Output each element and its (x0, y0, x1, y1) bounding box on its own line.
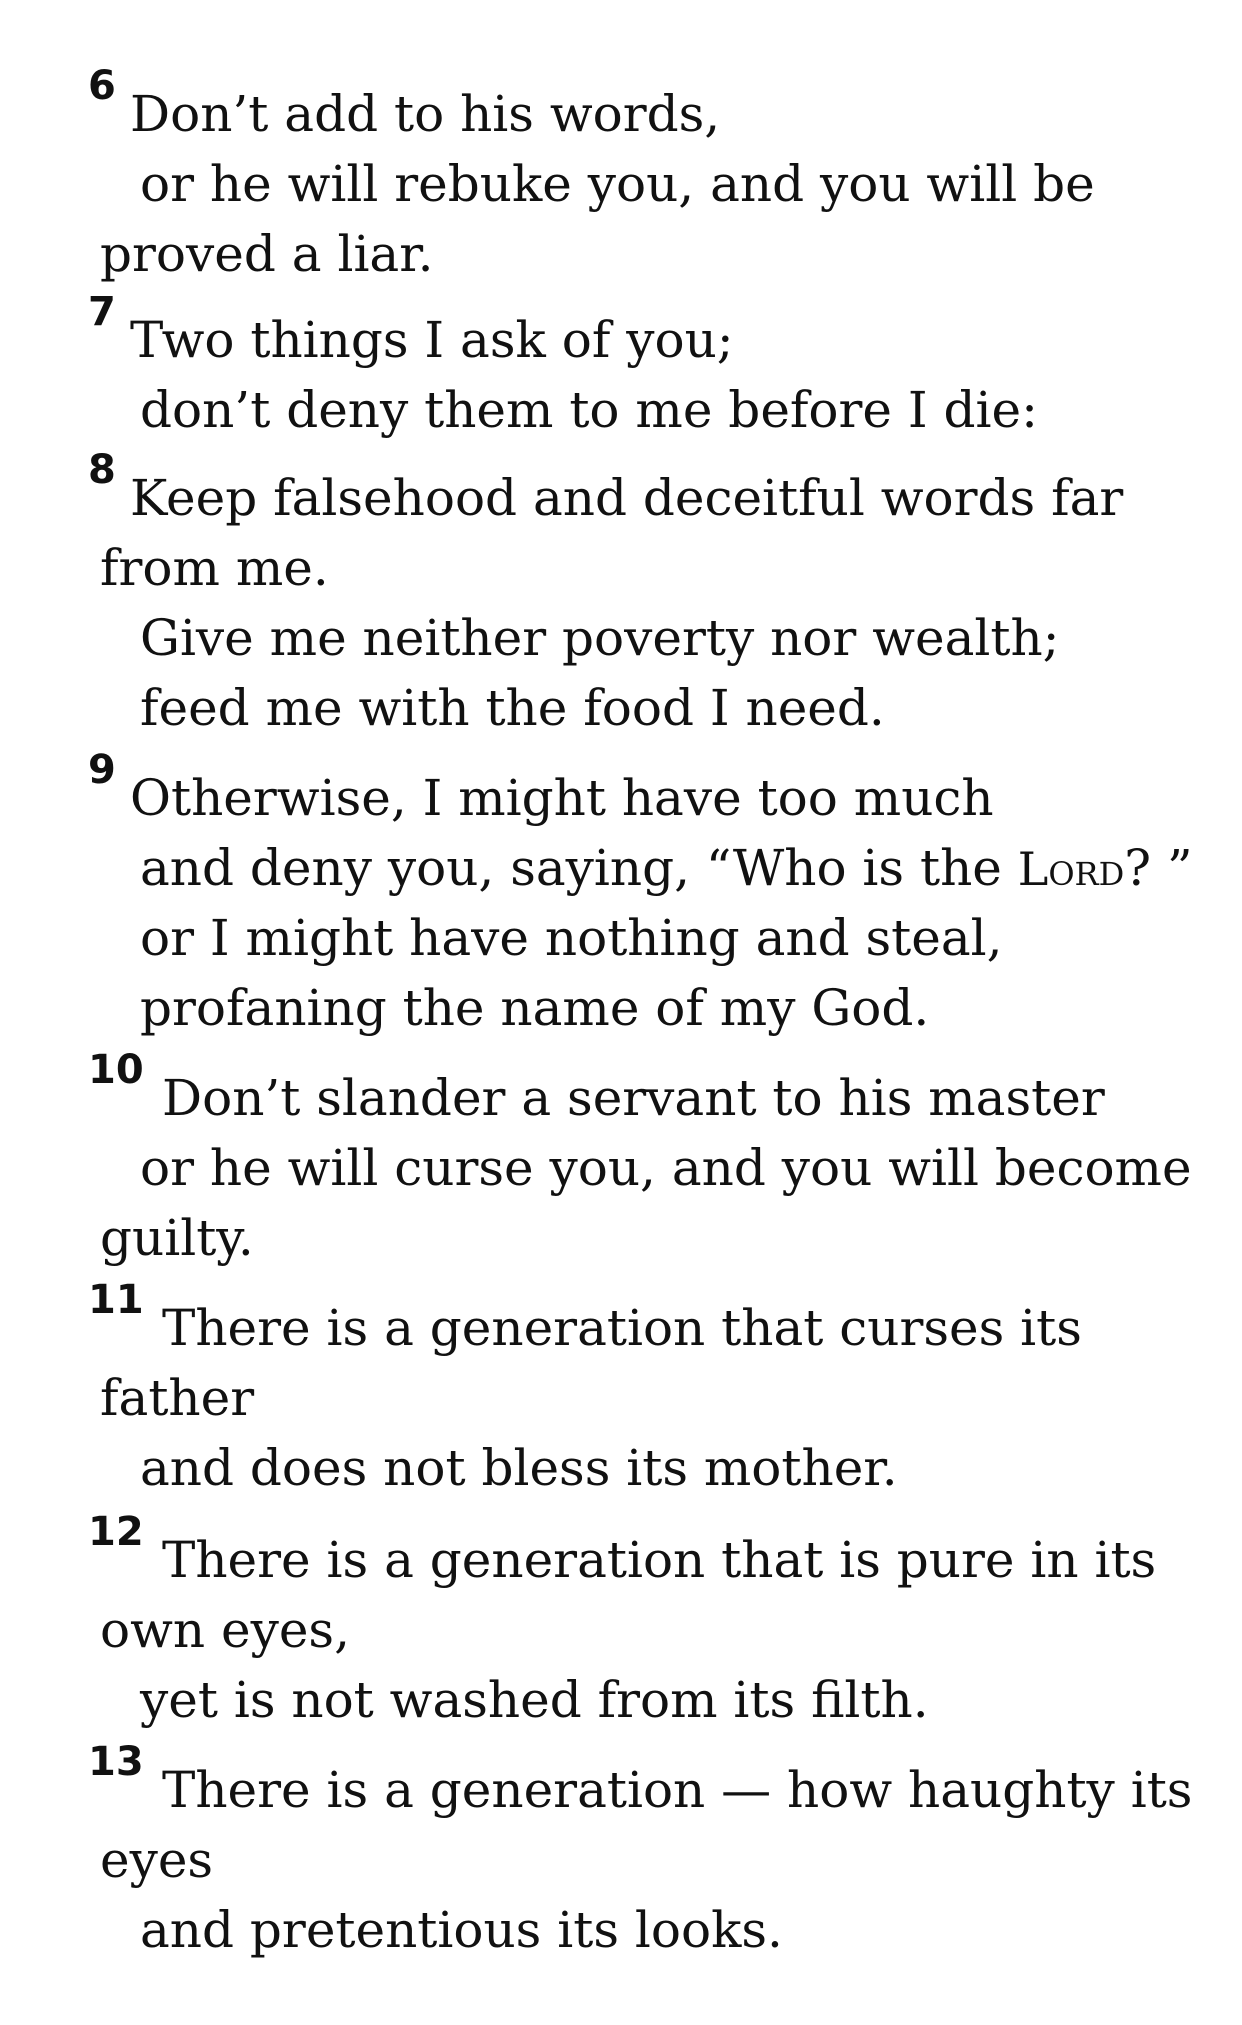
verse-line: guilty. (100, 1209, 254, 1267)
verse-line: Two things I ask of you; (130, 311, 734, 369)
verse-line: and does not bless its mother. (140, 1439, 898, 1497)
verse-number: 6 (88, 63, 116, 109)
verse-number: 8 (88, 447, 116, 493)
verse-text: ? ” (1124, 839, 1193, 897)
verse-line: Otherwise, I might have too much (130, 769, 994, 827)
verse-line: Give me neither poverty nor wealth; (140, 609, 1060, 667)
verse-line: father (100, 1369, 255, 1427)
verse-number: 12 (88, 1509, 144, 1555)
verse-text: and deny you, saying, “Who is the (140, 839, 1018, 897)
verse-number: 11 (88, 1277, 144, 1323)
verse-line (140, 836, 1193, 900)
verse-line: Don’t add to his words, (130, 85, 721, 143)
verse-line: or he will curse you, and you will become (140, 1139, 1192, 1197)
verse-line: or I might have nothing and steal, (140, 909, 1003, 967)
verse-line: profaning the name of my God. (140, 979, 930, 1037)
verse-line: yet is not washed from its filth. (140, 1671, 929, 1729)
verse-line: eyes (100, 1831, 214, 1889)
verse-number: 13 (88, 1739, 144, 1785)
verse-line: and pretentious its looks. (140, 1901, 783, 1959)
verse-number: 7 (88, 289, 116, 335)
verse-line: own eyes, (100, 1601, 350, 1659)
verse-line: Don’t slander a servant to his master (162, 1069, 1105, 1127)
verse-line: proved a liar. (100, 225, 434, 283)
verse-number: 9 (88, 747, 116, 793)
lord-small-caps: Lord (1017, 842, 1125, 896)
verse-line: feed me with the food I need. (140, 679, 885, 737)
verse-line: There is a generation that curses its (162, 1299, 1082, 1357)
verse-line: or he will rebuke you, and you will be (140, 155, 1095, 213)
verse-line: don’t deny them to me before I die: (140, 381, 1038, 439)
verse-number: 10 (88, 1047, 144, 1093)
verse-line: There is a generation — how haughty its (162, 1761, 1193, 1819)
verse-line: from me. (100, 539, 329, 597)
verse-line: There is a generation that is pure in its (162, 1531, 1157, 1589)
verse-line: Keep falsehood and deceitful words far (130, 469, 1124, 527)
